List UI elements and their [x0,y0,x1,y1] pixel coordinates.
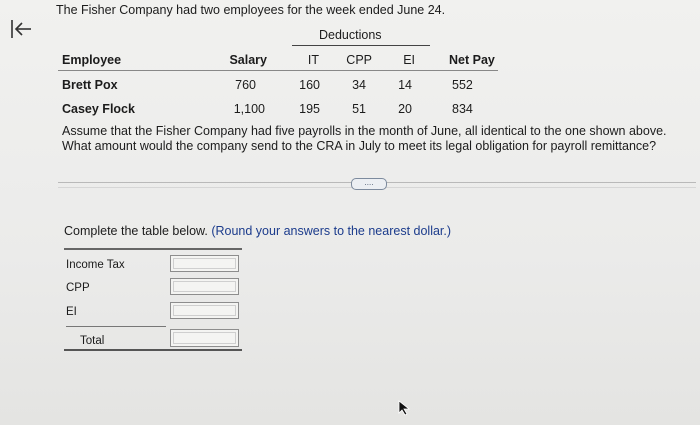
cpp-value: 34 [352,78,366,92]
salary-value: 760 [235,78,256,92]
instruction-text: Complete the table below. [64,224,208,238]
income-tax-label: Income Tax [66,259,125,271]
input-inner-border [173,332,236,344]
col-header-it: IT [307,53,319,67]
total-label: Total [80,335,105,347]
net-pay-value: 834 [452,102,473,116]
ei-value: 14 [398,78,412,92]
cpp-label: CPP [66,282,90,294]
salary-value: 1,100 [233,102,265,116]
employee-name: Casey Flock [62,102,135,116]
rounding-hint: (Round your answers to the nearest dollar.) [211,224,452,238]
more-dots-icon: .... [364,179,374,187]
input-inner-border [173,258,236,269]
total-input[interactable] [170,329,239,347]
problem-intro: The Fisher Company had two employees for the week ended June 24. [56,3,446,17]
table-instruction [64,224,451,238]
col-header-net-pay: Net Pay [449,53,495,67]
income-tax-input[interactable] [170,255,239,272]
deductions-underline [292,45,430,46]
col-header-salary: Salary [229,53,267,67]
input-inner-border [173,281,236,292]
ei-value: 20 [398,102,412,116]
input-inner-border [173,305,236,316]
net-pay-value: 552 [452,78,473,92]
mouse-pointer-icon [398,400,412,416]
col-header-ei: EI [403,53,415,67]
it-value: 195 [299,102,320,116]
ei-label: EI [66,306,77,318]
question-text: Assume that the Fisher Company had five payrolls in the month of June, all identical to the one shown above. What amount would the company send to the CRA in July to meet its legal obligation for payroll remittance? [62,124,667,153]
ei-input[interactable] [170,302,239,319]
col-header-employee: Employee [62,53,122,67]
cpp-input[interactable] [170,278,239,295]
it-value: 160 [299,78,320,92]
deductions-header: Deductions [319,28,382,42]
total-top-rule [66,326,166,327]
cpp-value: 51 [352,102,366,116]
header-rule [58,70,498,71]
col-header-cpp: CPP [346,53,372,67]
expand-more-button[interactable] [351,178,387,190]
answer-table-top-rule [64,248,242,250]
employee-name: Brett Pox [62,78,118,92]
back-to-start-arrow-icon[interactable] [8,16,34,42]
total-double-rule [64,349,242,351]
